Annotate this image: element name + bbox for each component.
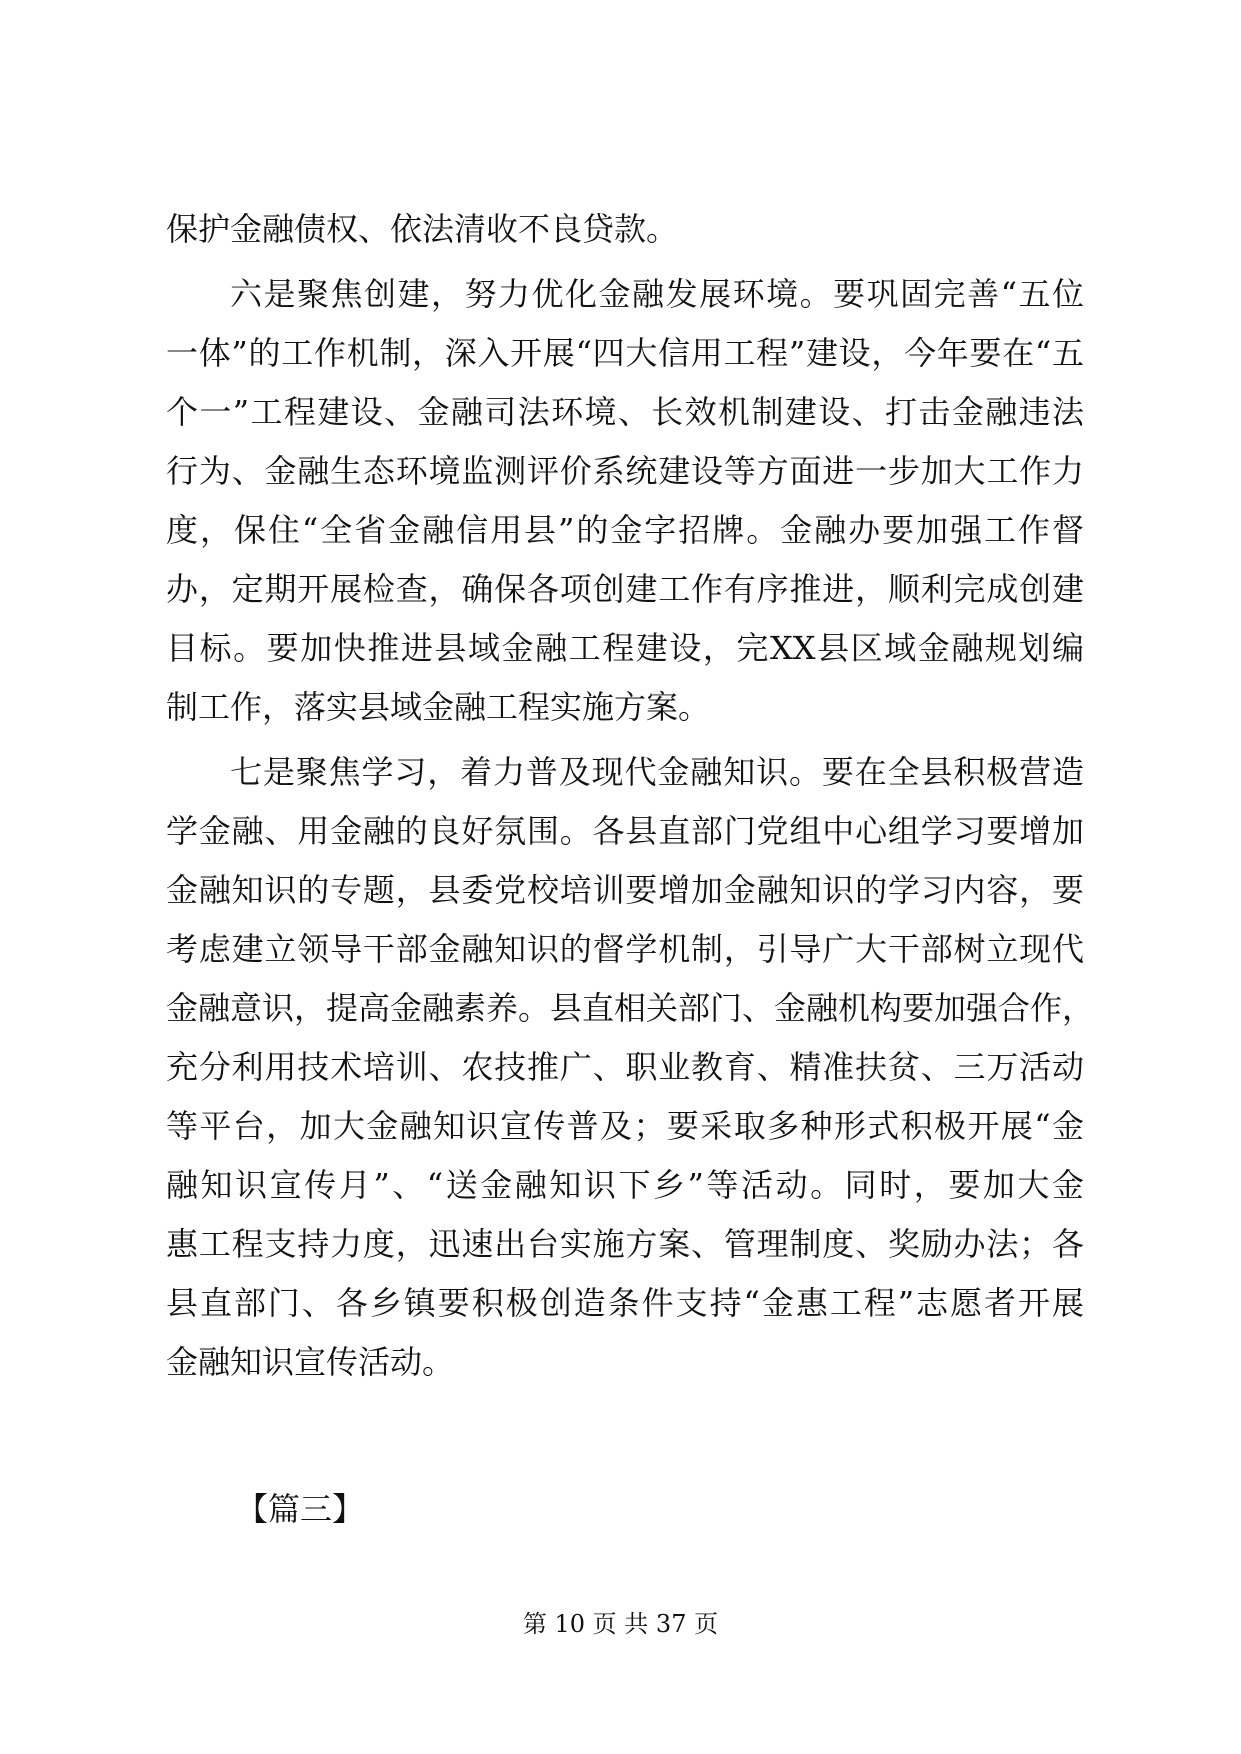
text-line: 目标。要加快推进县域金融工程建设，完XX县区域金融规划编 (166, 629, 1084, 667)
text-line: 个一”工程建设、金融司法环境、长效机制建设、打击金融违法 (166, 393, 1084, 431)
text-line: 度，保住“全省金融信用县”的金字招牌。金融办要加强工作督 (166, 511, 1084, 549)
text-line: 一体”的工作机制，深入开展“四大信用工程”建设，今年要在“五 (166, 334, 1084, 372)
text-line: 金融意识，提高金融素养。县直相关部门、金融机构要加强合作， (166, 989, 1095, 1027)
text-line: 七是聚焦学习，着力普及现代金融知识。要在全县积极营造 (230, 753, 1084, 791)
text-line: 金融知识宣传活动。 (166, 1343, 455, 1381)
page-footer (0, 1608, 1241, 1640)
text-line: 行为、金融生态环境监测评价系统建设等方面进一步加大工作力 (166, 452, 1084, 490)
text-line: 六是聚焦创建，努力优化金融发展环境。要巩固完善“五位 (230, 275, 1084, 313)
document-body (166, 200, 1095, 1392)
text-line: 学金融、用金融的良好氛围。各县直部门党组中心组学习要增加 (166, 812, 1084, 850)
page-number-label: 第 10 页 共 37 页 (522, 1610, 719, 1638)
text-line: 充分利用技术培训、农技推广、职业教育、精准扶贫、三万活动 (166, 1048, 1084, 1086)
text-line: 惠工程支持力度，迅速出台实施方案、管理制度、奖励办法；各 (166, 1225, 1084, 1263)
section-heading: 【篇三】 (236, 1490, 365, 1528)
text-line: 等平台，加大金融知识宣传普及；要采取多种形式积极开展“金 (166, 1107, 1084, 1145)
text-line: 办，定期开展检查，确保各项创建工作有序推进，顺利完成创建 (166, 570, 1084, 608)
text-line: 考虑建立领导干部金融知识的督学机制，引导广大干部树立现代 (166, 930, 1084, 968)
text-line: 县直部门、各乡镇要积极创造条件支持“金惠工程”志愿者开展 (166, 1284, 1084, 1322)
text-line: 金融知识的专题，县委党校培训要增加金融知识的学习内容，要 (166, 871, 1084, 909)
text-line: 融知识宣传月”、“送金融知识下乡”等活动。同时，要加大金 (166, 1166, 1084, 1204)
text-line: 制工作，落实县域金融工程实施方案。 (166, 688, 711, 726)
text-line: 保护金融债权、依法清收不良贷款。 (166, 210, 679, 248)
